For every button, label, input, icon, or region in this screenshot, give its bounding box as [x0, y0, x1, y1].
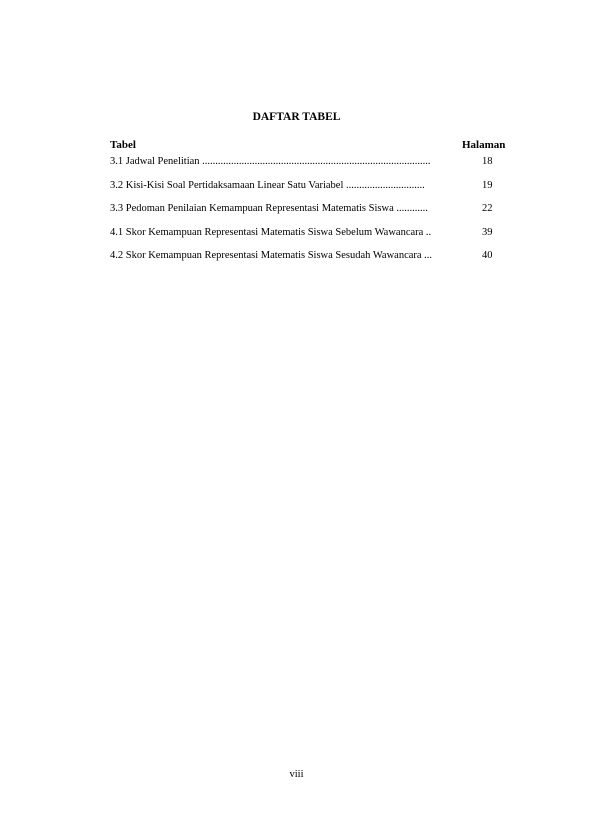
toc-entry-page: 18 — [482, 156, 493, 167]
toc-entry-page: 19 — [482, 179, 493, 191]
page-number: viii — [289, 769, 304, 780]
toc-entry-4-1[interactable] — [110, 226, 510, 250]
toc-entry-text: 4.1 Skor Kemampuan Representasi Matematis Siswa Sebelum Wawancara .. — [110, 226, 432, 238]
toc-entry-page: 22 — [482, 203, 493, 214]
toc-entry-3-1[interactable] — [110, 155, 510, 179]
toc-entry-text: 3.2 Kisi-Kisi Soal Pertidaksamaan Linear Satu Variabel .............................. — [110, 179, 425, 191]
toc-entry-4-2[interactable] — [110, 249, 510, 273]
toc-entry-3-2[interactable] — [110, 179, 510, 203]
column-header-tabel: Tabel — [110, 139, 136, 151]
toc-entry-text: 3.1 Jadwal Penelitian ....................................................................................... — [110, 156, 431, 167]
toc-entry-3-3[interactable] — [110, 202, 510, 226]
table-of-tables-list — [110, 155, 510, 273]
page-title: DAFTAR TABEL — [252, 111, 341, 123]
column-header-halaman: Halaman — [462, 139, 506, 151]
toc-entry-page: 40 — [482, 250, 493, 261]
toc-entry-text: 3.3 Pedoman Penilaian Kemampuan Representasi Matematis Siswa ............ — [110, 203, 428, 214]
toc-entry-page: 39 — [482, 226, 493, 238]
toc-entry-text: 4.2 Skor Kemampuan Representasi Matematis Siswa Sesudah Wawancara ... — [110, 250, 433, 261]
